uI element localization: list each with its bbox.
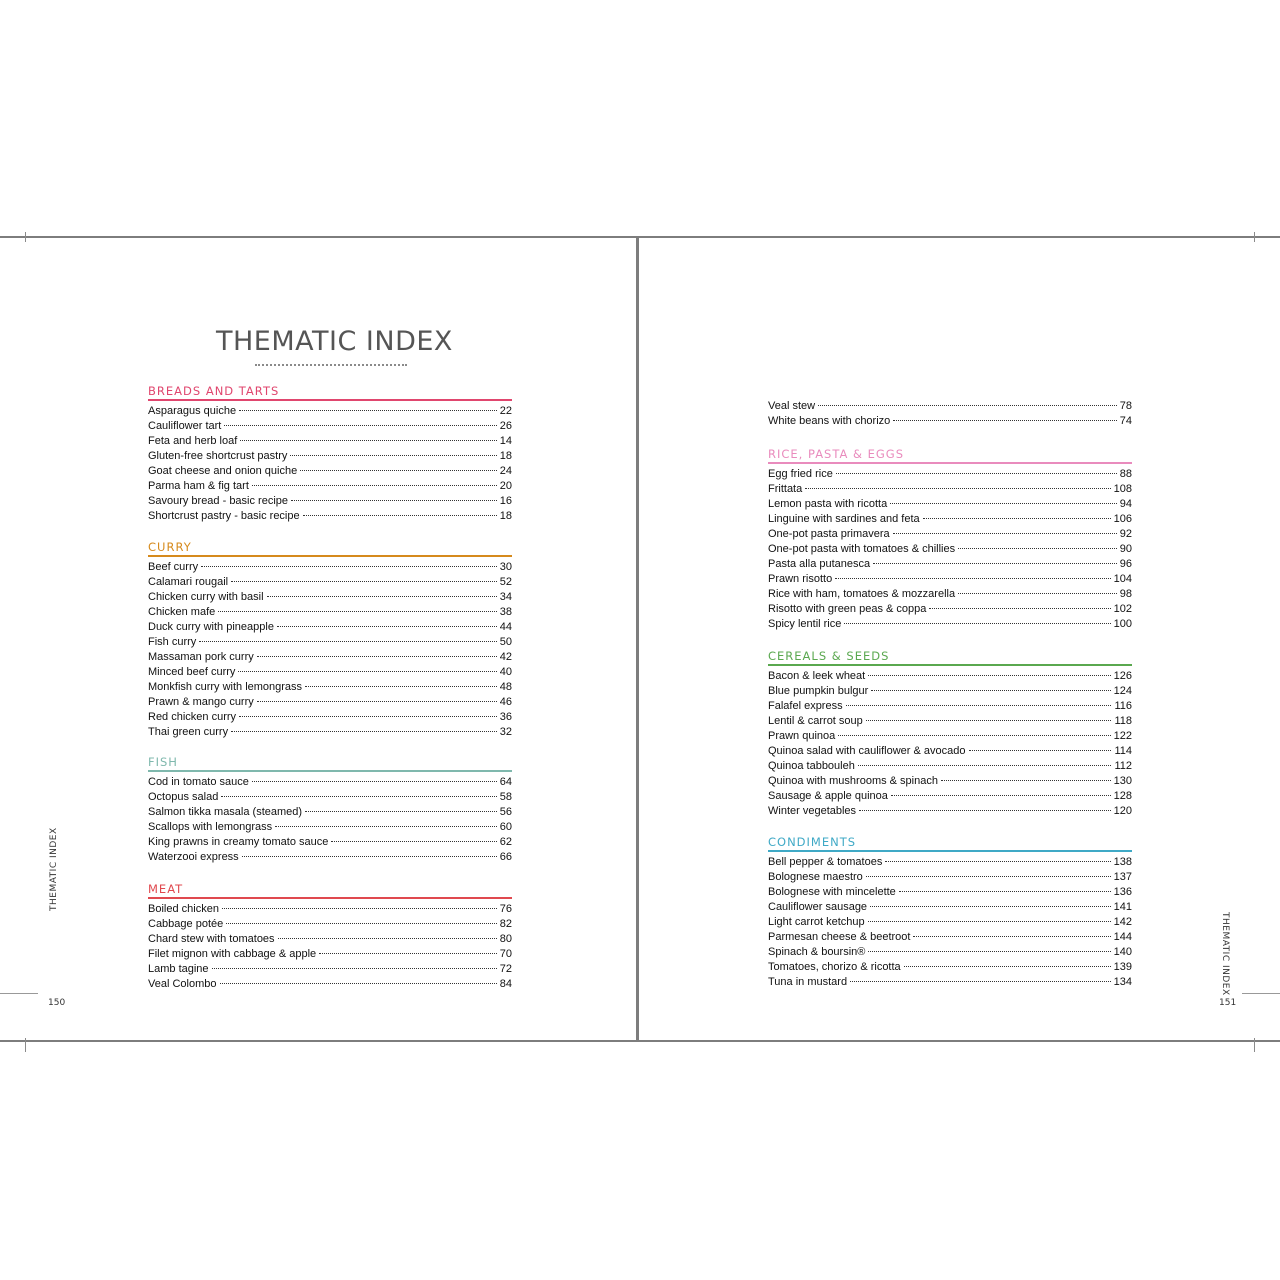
entry-name: Pasta alla putanesca <box>768 558 871 570</box>
dot-leader <box>275 826 497 827</box>
index-entry <box>148 977 512 992</box>
entry-page-number: 60 <box>499 821 512 833</box>
index-entry <box>148 775 512 790</box>
dot-leader <box>277 626 497 627</box>
entry-name: Monkfish curry with lemongrass <box>148 681 303 693</box>
entry-name: Bell pepper & tomatoes <box>768 856 883 868</box>
entry-name: Winter vegetables <box>768 805 857 817</box>
entry-page-number: 18 <box>499 510 512 522</box>
index-entry <box>148 962 512 977</box>
entry-page-number: 108 <box>1113 483 1132 495</box>
entry-page-number: 128 <box>1113 790 1132 802</box>
entry-page-number: 26 <box>499 420 512 432</box>
dot-leader <box>844 623 1110 624</box>
section-rice <box>768 447 1132 632</box>
entry-page-number: 50 <box>499 636 512 648</box>
entry-name: Egg fried rice <box>768 468 833 480</box>
dot-leader <box>871 690 1110 691</box>
dot-leader <box>278 938 497 939</box>
index-entry <box>768 557 1132 572</box>
entry-page-number: 92 <box>1119 528 1132 540</box>
entry-page-number: 124 <box>1113 685 1132 697</box>
dot-leader <box>890 503 1117 504</box>
index-entry <box>148 575 512 590</box>
dot-leader <box>220 983 497 984</box>
entry-page-number: 44 <box>499 621 512 633</box>
left-page <box>0 236 638 1042</box>
entry-page-number: 114 <box>1114 745 1132 757</box>
entry-name: Lentil & carrot soup <box>768 715 863 727</box>
entry-name: Asparagus quiche <box>148 405 237 417</box>
index-entry <box>148 635 512 650</box>
index-entry <box>148 650 512 665</box>
entry-name: Rice with ham, tomatoes & mozzarella <box>768 588 956 600</box>
dot-leader <box>913 936 1110 937</box>
dot-leader <box>818 405 1117 406</box>
dot-leader <box>300 470 497 471</box>
entry-page-number: 76 <box>499 903 512 915</box>
index-entry <box>148 725 512 740</box>
index-entry <box>768 602 1132 617</box>
entry-name: Linguine with sardines and feta <box>768 513 920 525</box>
section-heading: CEREALS & SEEDS <box>768 649 1132 666</box>
entry-name: Risotto with green peas & coppa <box>768 603 927 615</box>
index-entry <box>768 900 1132 915</box>
entry-name: Red chicken curry <box>148 711 237 723</box>
entry-name: Fish curry <box>148 636 197 648</box>
book-spread <box>0 236 1280 1044</box>
section-heading: MEAT <box>148 882 512 899</box>
index-entry <box>768 915 1132 930</box>
crop-mark <box>25 1038 26 1052</box>
entry-name: Cauliflower sausage <box>768 901 868 913</box>
entry-page-number: 136 <box>1113 886 1132 898</box>
entry-name: Thai green curry <box>148 726 229 738</box>
dot-leader <box>859 810 1111 811</box>
entry-name: Massaman pork curry <box>148 651 254 663</box>
entry-name: Salmon tikka masala (steamed) <box>148 806 303 818</box>
section-curry <box>148 540 512 740</box>
index-entry <box>148 790 512 805</box>
index-entry <box>768 399 1132 414</box>
index-entry <box>768 729 1132 744</box>
index-entry <box>768 789 1132 804</box>
dot-leader <box>201 566 497 567</box>
entry-page-number: 74 <box>1119 415 1132 427</box>
entry-page-number: 46 <box>499 696 512 708</box>
index-entry <box>768 669 1132 684</box>
crop-mark <box>1254 1038 1255 1052</box>
index-entry <box>768 960 1132 975</box>
entry-name: Goat cheese and onion quiche <box>148 465 298 477</box>
entry-page-number: 94 <box>1119 498 1132 510</box>
entry-page-number: 18 <box>499 450 512 462</box>
dot-leader <box>958 593 1117 594</box>
entry-page-number: 58 <box>499 791 512 803</box>
entry-name: Savoury bread - basic recipe <box>148 495 289 507</box>
entry-page-number: 62 <box>499 836 512 848</box>
entry-page-number: 70 <box>499 948 512 960</box>
page-number-right: 151 <box>1219 998 1237 1008</box>
entry-name: Cod in tomato sauce <box>148 776 249 788</box>
dot-leader <box>866 876 1111 877</box>
section-heading: CONDIMENTS <box>768 835 1132 852</box>
dot-leader <box>941 780 1111 781</box>
dot-leader <box>242 856 497 857</box>
entry-name: Tuna in mustard <box>768 976 848 988</box>
section-heading: FISH <box>148 755 512 772</box>
entry-page-number: 118 <box>1114 715 1132 727</box>
entry-page-number: 14 <box>499 435 512 447</box>
index-entry <box>768 945 1132 960</box>
entry-name: One-pot pasta primavera <box>768 528 890 540</box>
index-entry <box>768 759 1132 774</box>
dot-leader <box>221 796 496 797</box>
running-header-right: THEMATIC INDEX <box>1220 912 1230 996</box>
entry-name: One-pot pasta with tomatoes & chillies <box>768 543 956 555</box>
index-entry <box>768 512 1132 527</box>
dot-leader <box>904 966 1111 967</box>
entry-name: Shortcrust pastry - basic recipe <box>148 510 300 522</box>
index-entry <box>148 605 512 620</box>
page-number-left: 150 <box>48 998 66 1008</box>
dot-leader <box>224 425 496 426</box>
entry-page-number: 112 <box>1114 760 1132 772</box>
dot-leader <box>231 731 497 732</box>
entry-page-number: 122 <box>1113 730 1132 742</box>
index-entry <box>148 434 512 449</box>
entry-page-number: 126 <box>1113 670 1132 682</box>
entry-name: Quinoa tabbouleh <box>768 760 855 772</box>
section-heading: RICE, PASTA & EGGS <box>768 447 1132 464</box>
index-entry <box>768 774 1132 789</box>
entry-page-number: 140 <box>1113 946 1132 958</box>
section-condiments <box>768 835 1132 990</box>
entry-name: Cauliflower tart <box>148 420 222 432</box>
entry-page-number: 88 <box>1119 468 1132 480</box>
dot-leader <box>868 951 1110 952</box>
index-entry <box>768 467 1132 482</box>
entry-name: Prawn risotto <box>768 573 833 585</box>
dot-leader <box>893 533 1117 534</box>
entry-page-number: 116 <box>1114 700 1132 712</box>
index-entry <box>768 885 1132 900</box>
dot-leader <box>866 720 1112 721</box>
entry-name: Chicken mafe <box>148 606 216 618</box>
index-entry <box>768 930 1132 945</box>
dot-leader <box>873 563 1117 564</box>
dot-leader <box>239 716 497 717</box>
entry-name: Tomatoes, chorizo & ricotta <box>768 961 901 973</box>
dot-leader <box>923 518 1111 519</box>
entry-name: Light carrot ketchup <box>768 916 865 928</box>
dot-leader <box>222 908 497 909</box>
dot-leader <box>240 440 496 441</box>
entry-page-number: 78 <box>1119 400 1132 412</box>
index-entry <box>148 590 512 605</box>
entry-page-number: 72 <box>499 963 512 975</box>
dot-leader <box>238 671 496 672</box>
index-entry <box>148 820 512 835</box>
entry-name: Calamari rougail <box>148 576 229 588</box>
dot-leader <box>868 675 1110 676</box>
entry-name: Waterzooi express <box>148 851 239 863</box>
index-entry <box>148 494 512 509</box>
index-entry <box>148 932 512 947</box>
entry-name: Parmesan cheese & beetroot <box>768 931 911 943</box>
title-block <box>216 326 453 366</box>
entry-page-number: 20 <box>499 480 512 492</box>
dot-leader <box>929 608 1110 609</box>
index-entry <box>768 855 1132 870</box>
index-entry <box>148 695 512 710</box>
index-entry <box>148 680 512 695</box>
dot-leader <box>252 485 497 486</box>
entry-name: Duck curry with pineapple <box>148 621 274 633</box>
entry-name: Prawn & mango curry <box>148 696 254 708</box>
entry-page-number: 144 <box>1113 931 1132 943</box>
entry-page-number: 138 <box>1113 856 1132 868</box>
entry-name: Spinach & boursin® <box>768 946 866 958</box>
entry-page-number: 142 <box>1113 916 1132 928</box>
dot-leader <box>835 578 1110 579</box>
index-entry <box>768 744 1132 759</box>
dot-leader <box>305 686 497 687</box>
entry-name: Parma ham & fig tart <box>148 480 249 492</box>
index-entry <box>768 870 1132 885</box>
entry-name: Veal Colombo <box>148 978 217 990</box>
dot-leader <box>199 641 496 642</box>
entry-page-number: 36 <box>499 711 512 723</box>
entry-page-number: 120 <box>1113 805 1132 817</box>
entry-name: Sausage & apple quinoa <box>768 790 888 802</box>
entry-name: Spicy lentil rice <box>768 618 842 630</box>
dot-leader <box>226 923 497 924</box>
dot-leader <box>239 410 497 411</box>
entry-page-number: 104 <box>1113 573 1132 585</box>
entry-page-number: 141 <box>1113 901 1132 913</box>
index-entry <box>148 947 512 962</box>
index-entry <box>768 572 1132 587</box>
index-entry <box>768 542 1132 557</box>
entry-name: Scallops with lemongrass <box>148 821 273 833</box>
index-entry <box>148 560 512 575</box>
section-fish <box>148 755 512 865</box>
dot-leader <box>838 735 1110 736</box>
entry-name: Beef curry <box>148 561 199 573</box>
dot-leader <box>858 765 1112 766</box>
entry-page-number: 56 <box>499 806 512 818</box>
entry-name: Bolognese maestro <box>768 871 863 883</box>
entry-name: Bacon & leek wheat <box>768 670 866 682</box>
dot-leader <box>291 500 497 501</box>
entry-page-number: 130 <box>1113 775 1132 787</box>
index-entry <box>148 419 512 434</box>
entry-name: Octopus salad <box>148 791 219 803</box>
entry-page-number: 48 <box>499 681 512 693</box>
crop-mark <box>25 232 26 242</box>
dot-leader <box>218 611 496 612</box>
index-entry <box>768 414 1132 429</box>
entry-name: Prawn quinoa <box>768 730 836 742</box>
section-breads <box>148 384 512 524</box>
index-entry <box>768 587 1132 602</box>
dot-leader <box>290 455 496 456</box>
dot-leader <box>899 891 1111 892</box>
index-entry <box>148 805 512 820</box>
dot-leader <box>836 473 1117 474</box>
dot-leader <box>893 420 1116 421</box>
entry-page-number: 139 <box>1113 961 1132 973</box>
title-dotted-rule <box>255 364 407 366</box>
dot-leader <box>850 981 1111 982</box>
entry-name: Chard stew with tomatoes <box>148 933 275 945</box>
entry-page-number: 34 <box>499 591 512 603</box>
entry-page-number: 32 <box>499 726 512 738</box>
index-entry <box>768 684 1132 699</box>
entry-page-number: 98 <box>1119 588 1132 600</box>
entry-name: Blue pumpkin bulgur <box>768 685 869 697</box>
index-entry <box>148 404 512 419</box>
entry-page-number: 106 <box>1113 513 1132 525</box>
dot-leader <box>885 861 1110 862</box>
section-heading: BREADS AND TARTS <box>148 384 512 401</box>
dot-leader <box>958 548 1117 549</box>
index-entry <box>148 917 512 932</box>
index-entry <box>148 620 512 635</box>
entry-page-number: 64 <box>499 776 512 788</box>
index-entry <box>148 479 512 494</box>
entry-name: Frittata <box>768 483 803 495</box>
index-entry <box>768 714 1132 729</box>
section-meat-continued <box>768 399 1132 429</box>
crop-mark <box>1254 232 1255 242</box>
index-entry <box>148 835 512 850</box>
dot-leader <box>846 705 1112 706</box>
running-header-left: THEMATIC INDEX <box>49 827 59 911</box>
entry-page-number: 38 <box>499 606 512 618</box>
index-entry <box>768 527 1132 542</box>
entry-page-number: 80 <box>499 933 512 945</box>
entry-name: Falafel express <box>768 700 843 712</box>
dot-leader <box>868 921 1111 922</box>
entry-name: Lamb tagine <box>148 963 209 975</box>
entry-name: Quinoa salad with cauliflower & avocado <box>768 745 966 757</box>
entry-page-number: 134 <box>1113 976 1132 988</box>
index-entry <box>148 449 512 464</box>
index-entry <box>768 804 1132 819</box>
dot-leader <box>212 968 497 969</box>
dot-leader <box>319 953 497 954</box>
entry-page-number: 137 <box>1113 871 1132 883</box>
entry-name: Veal stew <box>768 400 816 412</box>
entry-page-number: 96 <box>1119 558 1132 570</box>
entry-name: Chicken curry with basil <box>148 591 264 603</box>
dot-leader <box>969 750 1112 751</box>
entry-page-number: 22 <box>499 405 512 417</box>
dot-leader <box>257 701 497 702</box>
dot-leader <box>257 656 497 657</box>
entry-name: Cabbage potée <box>148 918 224 930</box>
index-entry <box>768 497 1132 512</box>
entry-name: Feta and herb loaf <box>148 435 238 447</box>
entry-name: Boiled chicken <box>148 903 219 915</box>
entry-name: King prawns in creamy tomato sauce <box>148 836 329 848</box>
index-entry <box>148 665 512 680</box>
entry-name: White beans with chorizo <box>768 415 891 427</box>
entry-page-number: 84 <box>499 978 512 990</box>
entry-name: Lemon pasta with ricotta <box>768 498 888 510</box>
dot-leader <box>303 515 497 516</box>
dot-leader <box>331 841 496 842</box>
entry-page-number: 42 <box>499 651 512 663</box>
entry-name: Minced beef curry <box>148 666 236 678</box>
entry-page-number: 66 <box>499 851 512 863</box>
entry-name: Filet mignon with cabbage & apple <box>148 948 317 960</box>
entry-page-number: 16 <box>499 495 512 507</box>
entry-page-number: 40 <box>499 666 512 678</box>
dot-leader <box>252 781 497 782</box>
dot-leader <box>231 581 497 582</box>
index-entry <box>768 617 1132 632</box>
index-entry <box>768 699 1132 714</box>
dot-leader <box>891 795 1111 796</box>
page-number-rule-left <box>0 993 38 994</box>
index-entry <box>148 902 512 917</box>
index-entry <box>148 464 512 479</box>
dot-leader <box>870 906 1111 907</box>
section-meat <box>148 882 512 992</box>
right-page <box>637 236 1280 1042</box>
index-entry <box>768 482 1132 497</box>
entry-page-number: 30 <box>499 561 512 573</box>
section-heading: CURRY <box>148 540 512 557</box>
entry-page-number: 90 <box>1119 543 1132 555</box>
entry-page-number: 24 <box>499 465 512 477</box>
dot-leader <box>305 811 497 812</box>
entry-page-number: 102 <box>1113 603 1132 615</box>
index-entry <box>148 509 512 524</box>
page-number-rule-right <box>1242 993 1280 994</box>
page-title: THEMATIC INDEX <box>216 326 453 357</box>
entry-page-number: 82 <box>499 918 512 930</box>
index-entry <box>148 710 512 725</box>
entry-name: Quinoa with mushrooms & spinach <box>768 775 938 787</box>
dot-leader <box>805 488 1110 489</box>
entry-page-number: 100 <box>1113 618 1132 630</box>
entry-name: Gluten-free shortcrust pastry <box>148 450 288 462</box>
index-entry <box>768 975 1132 990</box>
dot-leader <box>267 596 497 597</box>
entry-page-number: 52 <box>499 576 512 588</box>
entry-name: Bolognese with mincelette <box>768 886 896 898</box>
index-entry <box>148 850 512 865</box>
section-cereals <box>768 649 1132 819</box>
